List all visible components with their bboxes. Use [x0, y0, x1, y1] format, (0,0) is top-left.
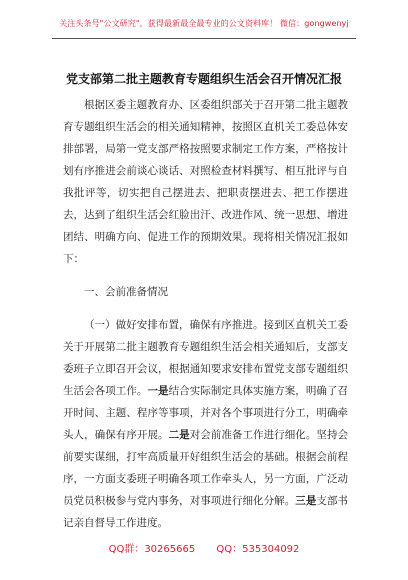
intro-paragraph: 根据区委主题教育办、区委组织部关于召开第二批主题教育专题组织生活会的相关通知精神，按照区直机关工委总体安排部署，局第一党支部严格按照要求制定工作方案，严格按计划有序推进会前谈心谈话、对照检查材料撰写、相互批评与自我批评等，切实把自己摆进去、把职责摆进去、把工作摆进去，达到了组织生活会红脸出汗、改进作风、统一思想、增进团结、明确方向、促进工作的预期效果。现将相关情况汇报如下：: [63, 99, 348, 265]
footer-qq: QQ：535304092: [216, 544, 300, 555]
paragraph-text-3: 支部书记亲自督导工作进度。: [63, 495, 349, 529]
emphasis-marker-1: 一是: [147, 385, 169, 397]
section-heading: 一、会前准备情况: [84, 286, 168, 298]
document-title: 党支部第二批主题教育专题组织生活会召开情况汇报: [65, 72, 342, 86]
emphasis-marker-3: 三是: [295, 495, 317, 507]
emphasis-marker-2: 二是: [168, 429, 190, 441]
paragraph-lead: （一）做好安排布置，确保有序推进。接到区直机关工委关于开展第二批主题教育专题组织生活会相关通知后，支部支委班子立即召开会议，根据通知要求安排布置党支部专题组织生活会各项工作。: [63, 319, 348, 397]
header-notice: 关注头条号"公文研究"，获得最新最全最专业的公文资料库！ 微信：gongwenyj: [59, 19, 349, 28]
footer-qq-group: QQ群：30265665: [108, 544, 196, 555]
body-paragraph: [63, 314, 348, 534]
document-body: [63, 94, 348, 534]
footer-contact: [0, 540, 408, 555]
paragraph-text-1: 结合实际制定具体实施方案，明确了召开时间、主题、程序等事项，并对各个事项进行分工，明确牵头人，确保有序开展。: [63, 385, 349, 441]
header-divider: [52, 38, 356, 39]
paragraph-text-2: 对会前准备工作进行细化。坚持会前要实谋细，打牢高质量开好组织生活会的基础。根据会前程序，一方面支委班子明确各项工作牵头人，另一方面，广泛动员党员积极参与党内事务，对事项进行细化分解。: [63, 429, 349, 507]
